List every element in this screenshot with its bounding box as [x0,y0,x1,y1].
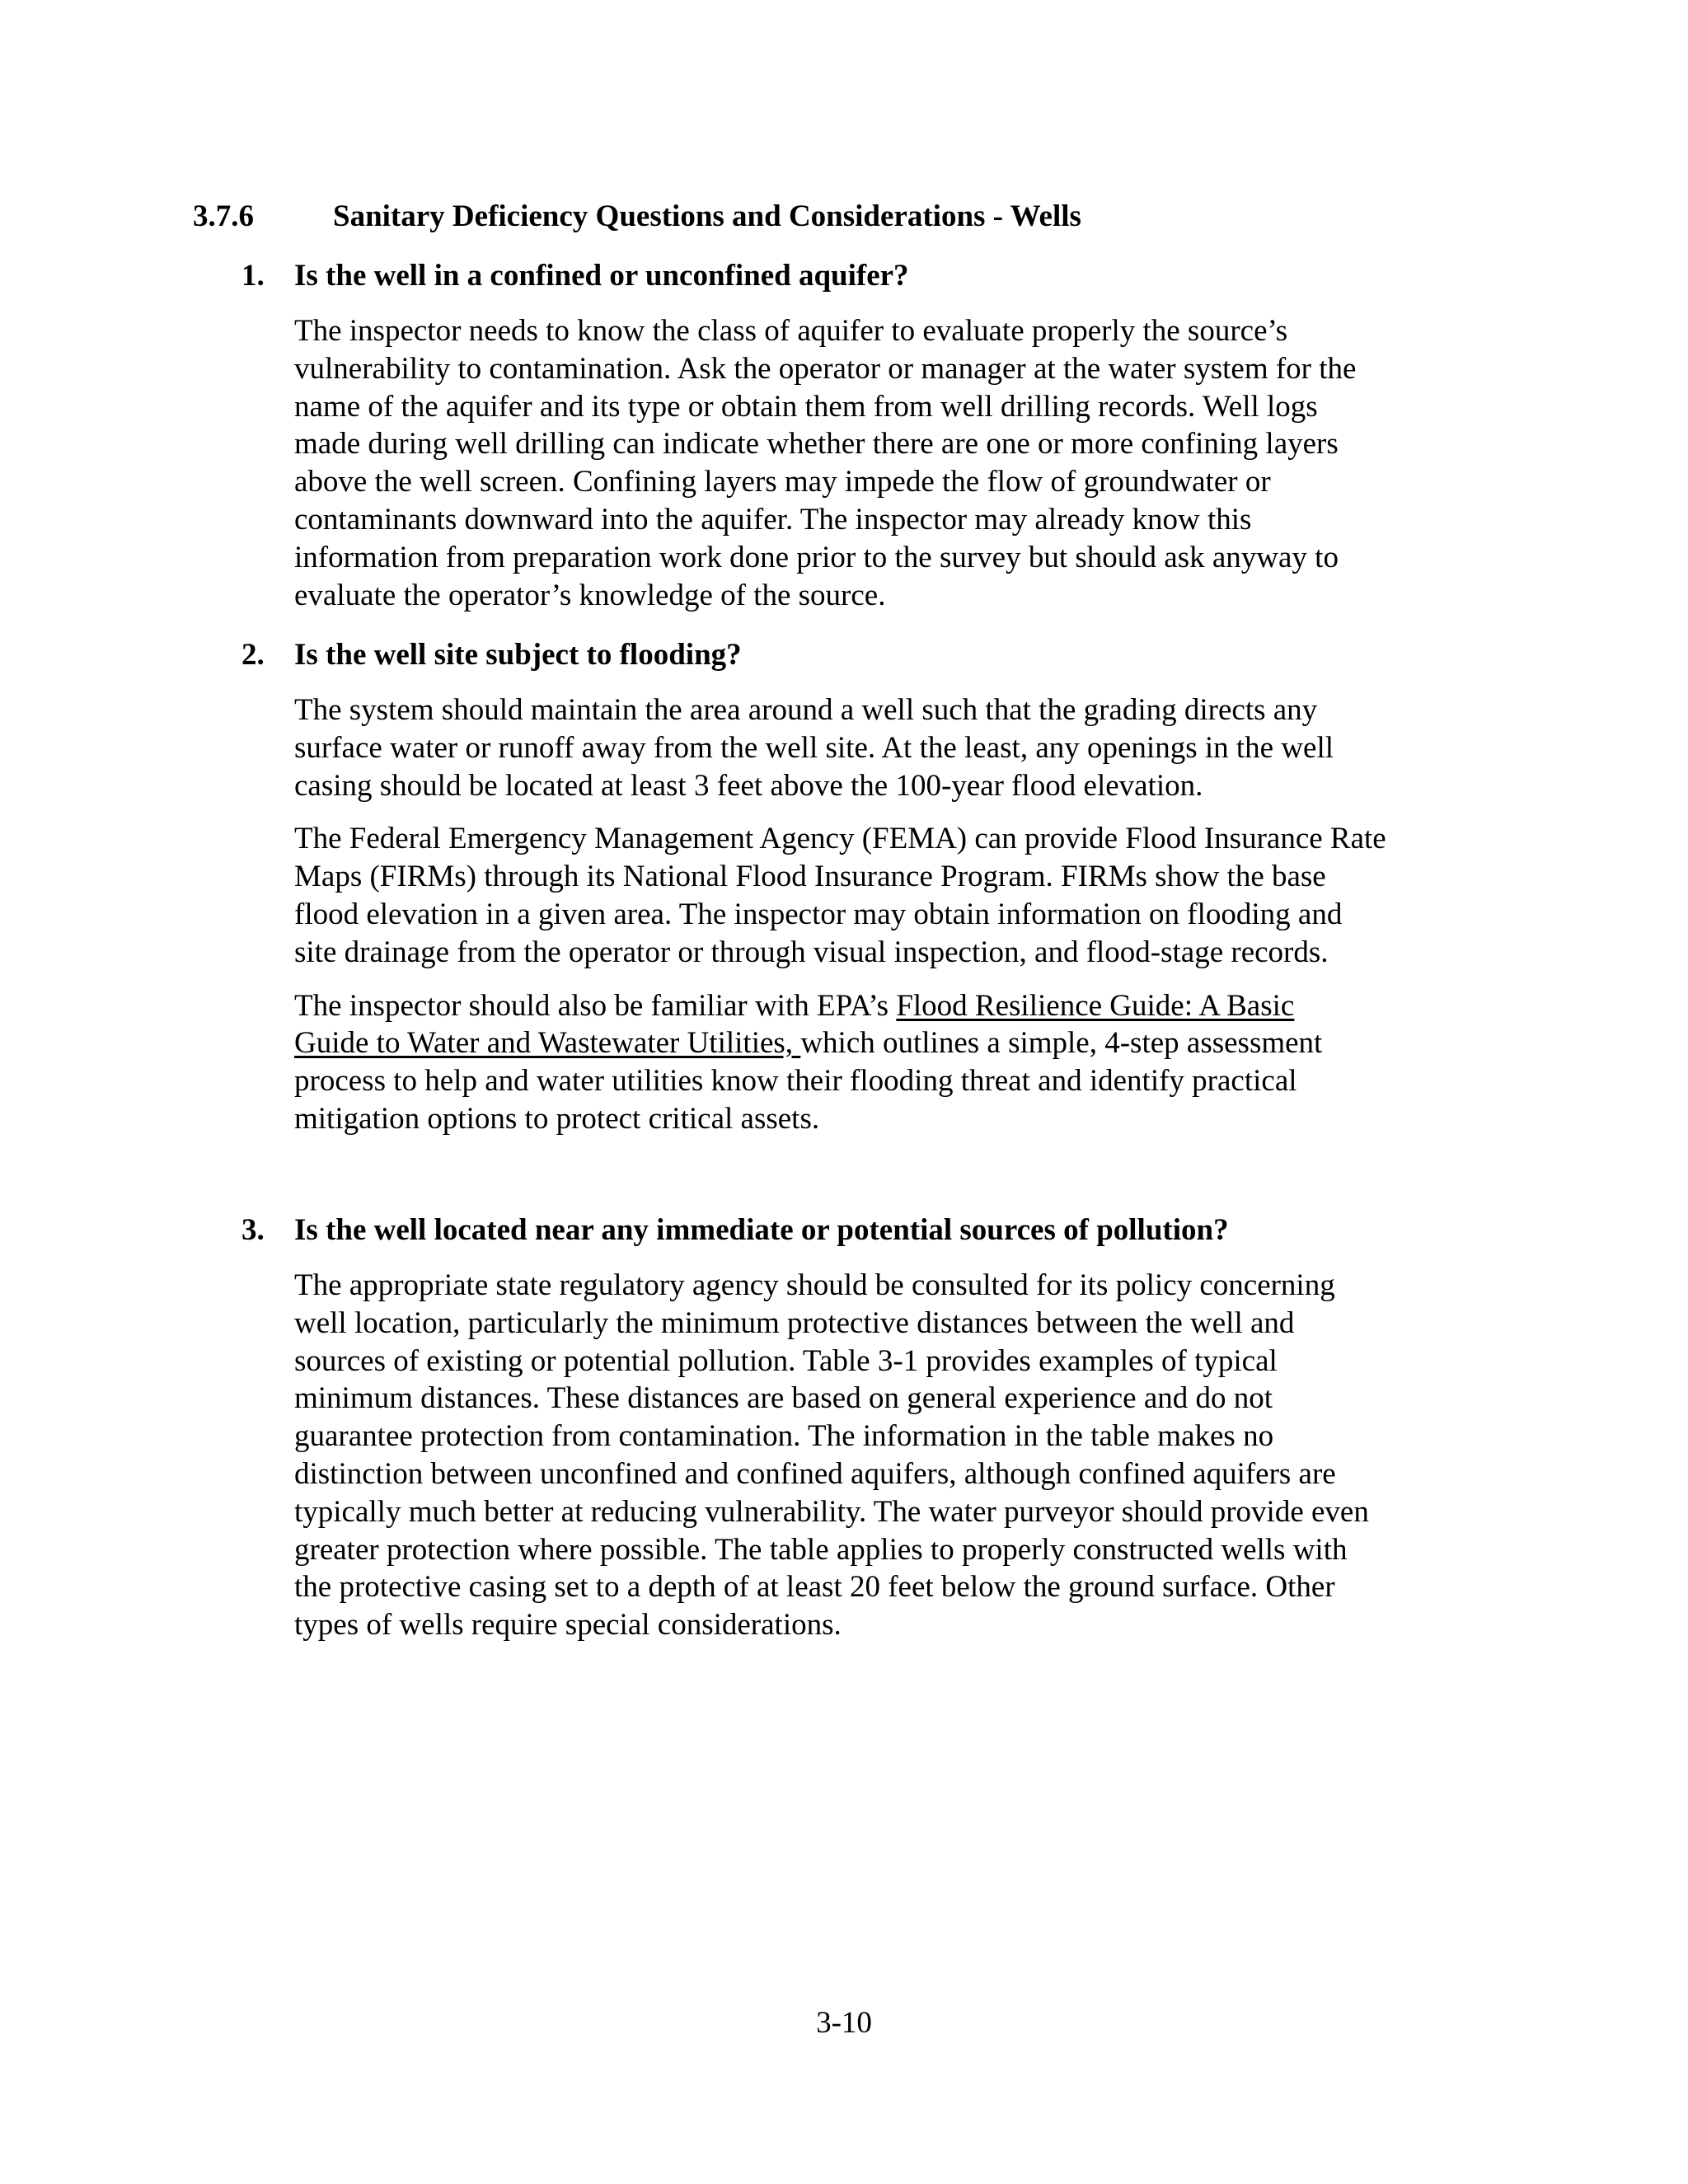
question-2-paragraph-2 [294,820,1503,971]
flood-resilience-guide-link-continued[interactable]: Guide to Water and Wastewater Utilities, [294,1026,801,1061]
text-line: types of wells require special considerations. [294,1608,842,1643]
text-line: distinction between unconfined and confined aquifers, although confined aquifers are [294,1456,1336,1491]
text-line: well location, particularly the minimum protective distances between the well and [294,1305,1295,1340]
text-line [294,1024,1503,1062]
question-2-paragraph-3 [294,987,1503,1138]
text-line: mitigation options to protect critical assets. [294,1101,820,1136]
question-text: Is the well site subject to flooding? [294,638,742,672]
question-number: 1. [241,259,265,293]
question-number: 2. [241,638,265,672]
text-line: guarantee protection from contamination. The information in the table makes no [294,1419,1274,1454]
question-2-paragraph-1 [294,691,1503,804]
text-line: evaluate the operator’s knowledge of the source. [294,578,886,612]
text-line: The inspector needs to know the class of aquifer to evaluate properly the source’s [294,314,1288,348]
section-title: Sanitary Deficiency Questions and Considerations - Wells [333,199,1081,233]
text-line: flood elevation in a given area. The inspector may obtain information on flooding and [294,897,1343,931]
text-line: greater protection where possible. The table applies to properly constructed wells with [294,1532,1348,1567]
text-line: above the well screen. Confining layers may impede the flow of groundwater or [294,465,1271,499]
question-text: Is the well located near any immediate or potential sources of pollution? [294,1213,1229,1247]
text-line: the protective casing set to a depth of at least 20 feet below the ground surface. Other [294,1570,1335,1605]
text-line: surface water or runoff away from the well site. At the least, any openings in the well [294,730,1334,765]
section-heading [193,196,1081,237]
text-line: sources of existing or potential pollution. Table 3-1 provides examples of typical [294,1343,1278,1378]
text-line: The Federal Emergency Management Agency (FEMA) can provide Flood Insurance Rate [294,822,1386,856]
question-text: Is the well in a confined or unconfined aquifer? [294,259,909,293]
text-line: minimum distances. These distances are based on general experience and do not [294,1381,1273,1416]
question-3-paragraph [294,1267,1503,1644]
text-line: The system should maintain the area around a well such that the grading directs any [294,693,1318,727]
question-1 [241,255,1503,614]
text-line: Maps (FIRMs) through its National Flood Insurance Program. FIRMs show the base [294,860,1326,894]
section-number: 3.7.6 [193,199,254,233]
text-line: process to help and water utilities know their flooding threat and identify practical [294,1064,1297,1099]
text-line: vulnerability to contamination. Ask the operator or manager at the water system for the [294,351,1357,386]
text-line: name of the aquifer and its type or obtain them from well drilling records. Well logs [294,389,1318,424]
question-2 [241,635,1503,1138]
text-line: The appropriate state regulatory agency should be consulted for its policy concerning [294,1268,1335,1302]
question-heading [241,1210,1503,1251]
flood-resilience-guide-link[interactable]: Flood Resilience Guide: A Basic [896,988,1295,1023]
question-heading [241,635,1503,676]
page-number: 3-10 [816,2006,872,2040]
text-line: information from preparation work done prior to the survey but should ask anyway to [294,540,1339,574]
question-3 [241,1210,1503,1644]
question-heading [241,255,1503,297]
text-line: made during well drilling can indicate whether there are one or more confining layers [294,427,1339,462]
text-line: site drainage from the operator or through visual inspection, and flood-stage records. [294,935,1329,969]
question-number: 3. [241,1213,265,1247]
text-run: The inspector should also be familiar with EPA’s [294,988,897,1023]
text-line [294,987,1503,1025]
text-line: casing should be located at least 3 feet above the 100-year flood elevation. [294,768,1203,803]
text-run: which outlines a simple, 4-step assessment [800,1026,1323,1061]
question-1-paragraph [294,312,1503,614]
text-line: typically much better at reducing vulnerability. The water purveyor should provide even [294,1494,1369,1529]
text-line: contaminants downward into the aquifer. The inspector may already know this [294,502,1252,537]
